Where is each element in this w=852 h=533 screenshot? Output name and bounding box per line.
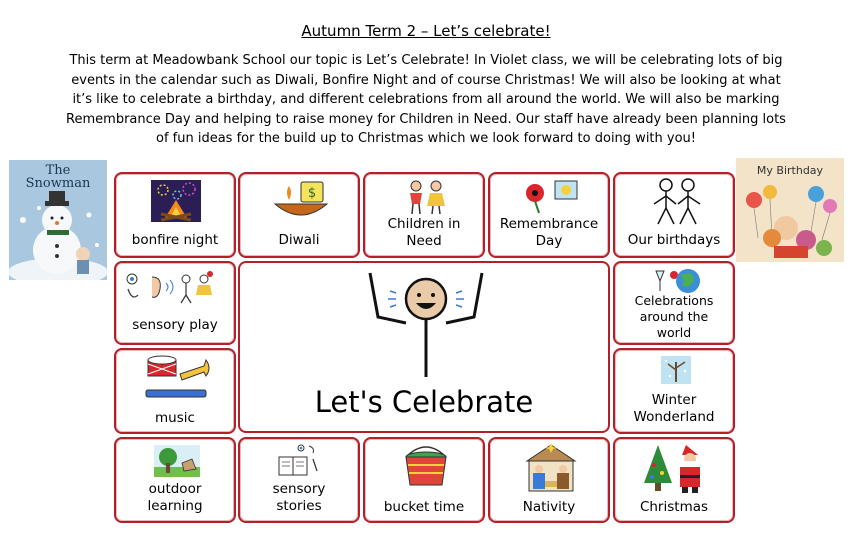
poppy-icon (521, 179, 581, 215)
nativity-scene-icon (523, 443, 579, 493)
snowman-cover-title: The Snowman (25, 163, 91, 191)
label-bucket-time: bucket time (383, 499, 465, 515)
topic-music (114, 348, 236, 434)
topic-outdoor-learning (114, 437, 236, 523)
my-birthday-book-cover (736, 158, 844, 262)
topic-nativity (488, 437, 610, 523)
page-title: Autumn Term 2 – Let’s celebrate! (301, 22, 551, 40)
snowman-book-cover (9, 160, 107, 280)
two-people-icon (646, 178, 706, 228)
celebrating-person-icon (356, 269, 496, 381)
topic-bonfire-night (114, 172, 236, 258)
label-christmas: Christmas (639, 499, 709, 515)
christmas-tree-santa-icon (642, 443, 708, 495)
label-outdoor-learning: outdoor learning (147, 481, 203, 514)
topic-children-in-need (363, 172, 485, 258)
children-icon (401, 180, 451, 216)
globe-icon (650, 267, 702, 295)
outdoor-tree-icon (154, 445, 200, 477)
book-senses-icon (275, 443, 325, 477)
topic-sensory-stories (238, 437, 360, 523)
svg-text:$: $ (307, 186, 317, 201)
topic-our-birthdays (613, 172, 735, 258)
label-winter-wonderland: Winter Wonderland (633, 392, 715, 425)
diya-lamp-icon (271, 180, 331, 224)
birthday-cover-title: My Birthday (756, 164, 824, 177)
instruments-icon (140, 354, 220, 406)
topic-celebrations-around-the-world (613, 261, 735, 345)
center-topic-panel (238, 261, 610, 433)
label-diwali: Diwali (278, 232, 320, 248)
topic-christmas (613, 437, 735, 523)
center-title: Let's Celebrate (314, 385, 534, 419)
label-remembrance-day: Remembrance Day (499, 216, 599, 249)
bucket-icon (400, 443, 452, 489)
label-our-birthdays: Our birthdays (627, 232, 721, 248)
topic-diwali (238, 172, 360, 258)
label-sensory-play: sensory play (132, 317, 218, 333)
topic-sensory-play (114, 261, 236, 345)
label-nativity: Nativity (522, 499, 576, 515)
bonfire-icon (151, 180, 201, 222)
intro-paragraph: This term at Meadowbank School our topic is Let’s Celebrate! In Violet class, we will be celebrating lots of big events in the calendar such as Diwali, Bonfire Night and of course Christmas! We will also be looking at what it’s like to celebrate a birthday, and different celebrations from all around the world. We will also be marking Remembrance Day and helping to raise money for Children in Need. Our staff have already been planning lots of fun ideas for the build up to Christmas which we look forward to doing with you! (66, 53, 786, 147)
label-children-in-need: Children in Need (387, 216, 461, 249)
topic-bucket-time (363, 437, 485, 523)
label-music: music (155, 410, 195, 426)
label-bonfire-night: bonfire night (131, 232, 219, 248)
topic-winter-wonderland (613, 348, 735, 434)
label-celebrations-around-the-world: Celebrations around the world (634, 293, 714, 340)
snowy-tree-icon (661, 356, 691, 384)
label-sensory-stories: sensory stories (272, 481, 326, 514)
topic-remembrance-day (488, 172, 610, 258)
senses-icon (124, 271, 214, 305)
